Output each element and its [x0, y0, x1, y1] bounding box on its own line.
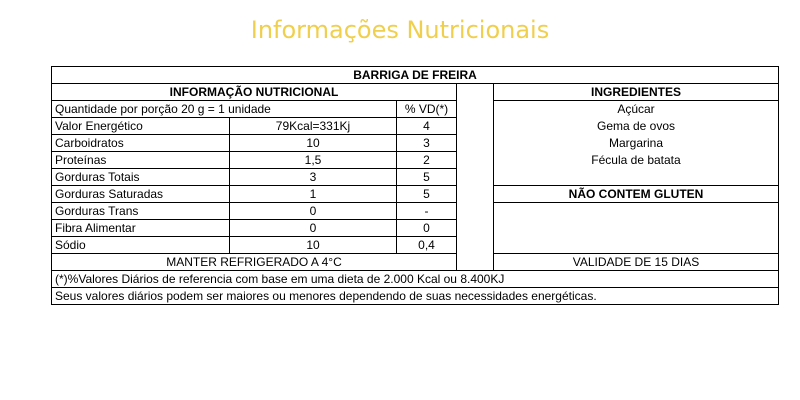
- nutrient-vd: -: [397, 203, 457, 220]
- portion-row: [52, 101, 779, 118]
- table-row: [52, 135, 779, 152]
- nutrient-name: Valor Energético: [52, 118, 230, 135]
- ingredients-header: INGREDIENTES: [494, 84, 779, 101]
- table-row: [52, 152, 779, 169]
- ingredient-spacer: [494, 169, 779, 186]
- storage-instructions: MANTER REFRIGERADO A 4°C: [52, 254, 457, 271]
- blank-cell: [494, 237, 779, 254]
- blank-cell: [494, 220, 779, 237]
- table-row: [52, 118, 779, 135]
- nutrient-amount: 1,5: [230, 152, 397, 169]
- nutrition-label: [51, 66, 778, 305]
- table-row: [52, 203, 779, 220]
- nutrition-table: [51, 66, 779, 305]
- table-row: [52, 220, 779, 237]
- validity-notice: VALIDADE DE 15 DIAS: [494, 254, 779, 271]
- blank-cell: [494, 203, 779, 220]
- gluten-notice: NÃO CONTEM GLUTEN: [494, 186, 779, 203]
- product-name: BARRIGA DE FREIRA: [52, 67, 779, 84]
- nutrient-amount: 10: [230, 135, 397, 152]
- nutrient-vd: 0,4: [397, 237, 457, 254]
- nutrition-header: INFORMAÇÃO NUTRICIONAL: [52, 84, 457, 101]
- nutrient-amount: 0: [230, 220, 397, 237]
- footnote-row: [52, 288, 779, 305]
- nutrient-vd: 3: [397, 135, 457, 152]
- table-row: [52, 186, 779, 203]
- nutrient-vd: 4: [397, 118, 457, 135]
- nutrient-name: Gorduras Saturadas: [52, 186, 230, 203]
- storage-row: [52, 254, 779, 271]
- footnote-daily-values: (*)%Valores Diários de referencia com base em uma dieta de 2.000 Kcal ou 8.400KJ: [52, 271, 779, 288]
- header-row: [52, 84, 779, 101]
- footnote-row: [52, 271, 779, 288]
- column-gap: [457, 84, 494, 271]
- nutrient-amount: 0: [230, 203, 397, 220]
- nutrient-name: Gorduras Trans: [52, 203, 230, 220]
- nutrient-vd: 0: [397, 220, 457, 237]
- nutrient-name: Fibra Alimentar: [52, 220, 230, 237]
- nutrient-name: Carboidratos: [52, 135, 230, 152]
- nutrient-amount: 1: [230, 186, 397, 203]
- nutrient-name: Proteínas: [52, 152, 230, 169]
- nutrient-amount: 3: [230, 169, 397, 186]
- footnote-disclaimer: Seus valores diários podem ser maiores ou menores dependendo de suas necessidades energéticas.: [52, 288, 779, 305]
- nutrient-vd: 5: [397, 169, 457, 186]
- ingredient-item: Margarina: [494, 135, 779, 152]
- product-name-row: [52, 67, 779, 84]
- vd-header: % VD(*): [397, 101, 457, 118]
- ingredient-item: Fécula de batata: [494, 152, 779, 169]
- portion-label: Quantidade por porção 20 g = 1 unidade: [52, 101, 397, 118]
- ingredient-item: Açúcar: [494, 101, 779, 118]
- table-row: [52, 169, 779, 186]
- nutrient-amount: 79Kcal=331Kj: [230, 118, 397, 135]
- ingredient-item: Gema de ovos: [494, 118, 779, 135]
- nutrient-name: Gorduras Totais: [52, 169, 230, 186]
- nutrient-name: Sódio: [52, 237, 230, 254]
- page-title: Informações Nutricionais: [250, 16, 550, 44]
- nutrient-amount: 10: [230, 237, 397, 254]
- nutrient-vd: 5: [397, 186, 457, 203]
- table-row: [52, 237, 779, 254]
- nutrient-vd: 2: [397, 152, 457, 169]
